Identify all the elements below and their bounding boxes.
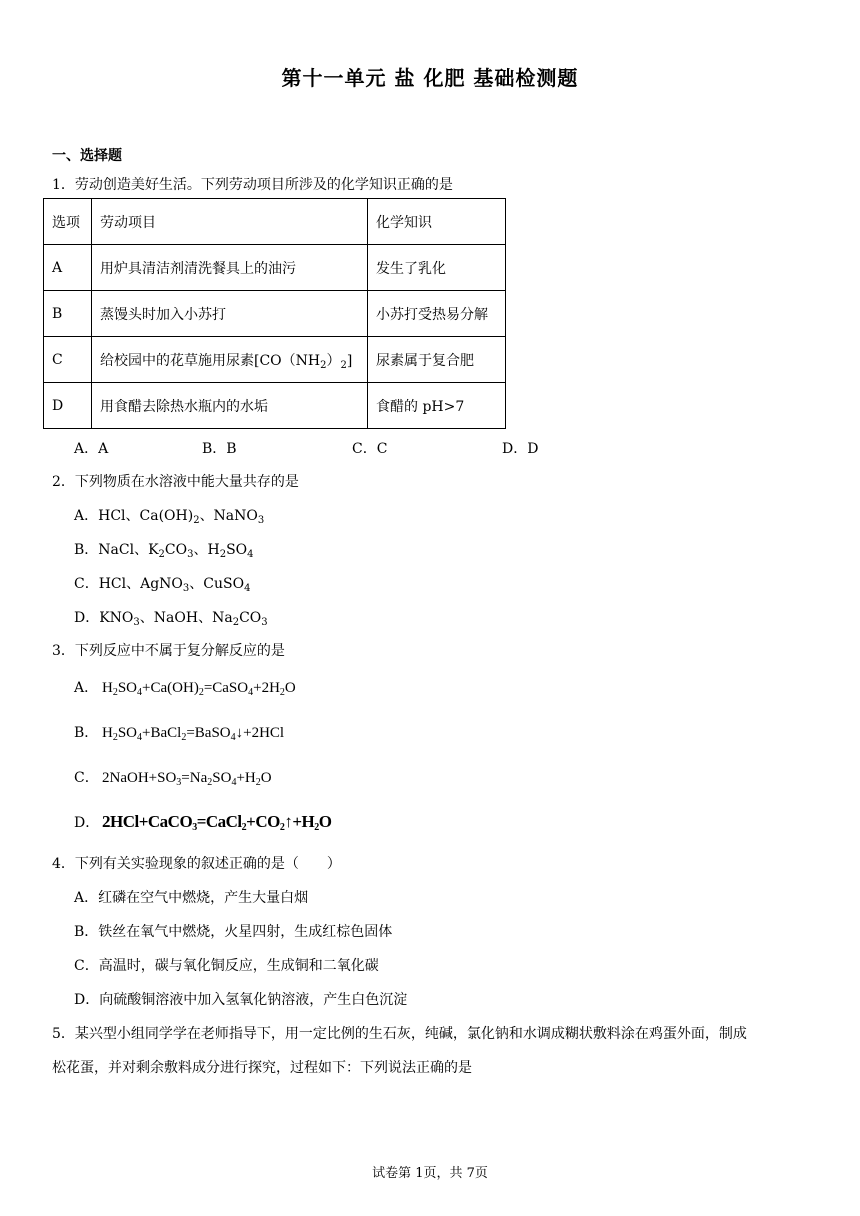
equation: $2NaOH+SO_3=Na_2SO_4+H_2O$ bbox=[102, 770, 272, 788]
section-heading: 一、选择题 bbox=[52, 148, 122, 164]
table-cell: 蒸馒头时加入小苏打 bbox=[92, 291, 368, 337]
table-cell: 食醋的 pH>7 bbox=[368, 383, 506, 429]
table-cell: B bbox=[44, 291, 92, 337]
question-5-stem-line-1: 5．某兴型小组同学学在老师指导下，用一定比例的生石灰，纯碱，氯化钠和水调成糊状敷料涂在鸡蛋外面，制成 bbox=[52, 1026, 747, 1042]
question-4-option-d: D．向硫酸铜溶液中加入氢氧化钠溶液，产生白色沉淀 bbox=[74, 992, 408, 1008]
table-cell: A bbox=[44, 245, 92, 291]
question-4-option-c: C．高温时，碳与氧化铜反应，生成铜和二氧化碳 bbox=[74, 958, 379, 974]
question-3-option-d bbox=[74, 812, 332, 832]
table-cell: D bbox=[44, 383, 92, 429]
table-cell: 小苏打受热易分解 bbox=[368, 291, 506, 337]
table-cell: 尿素属于复合肥 bbox=[368, 337, 506, 383]
question-1-table bbox=[43, 198, 506, 429]
question-4-option-a: A．红磷在空气中燃烧，产生大量白烟 bbox=[74, 890, 309, 906]
option-label: B． bbox=[74, 725, 99, 741]
question-2-option-c: C．HCl、AgNO$_3$、CuSO$_4$ bbox=[74, 576, 251, 594]
table-header-cell: 劳动项目 bbox=[92, 199, 368, 245]
table-row bbox=[44, 291, 506, 337]
question-3-option-c bbox=[74, 767, 272, 787]
question-4-option-b: B．铁丝在氧气中燃烧，火星四射，生成红棕色固体 bbox=[74, 924, 393, 940]
question-3-stem: 3．下列反应中不属于复分解反应的是 bbox=[52, 643, 285, 659]
question-1-option-c: C．C bbox=[352, 441, 388, 457]
question-5-stem-line-2: 松花蛋，并对剩余敷料成分进行探究，过程如下：下列说法正确的是 bbox=[52, 1060, 472, 1076]
table-cell: 用食醋去除热水瓶内的水垢 bbox=[92, 383, 368, 429]
table-cell: 用炉具清洁剂清洗餐具上的油污 bbox=[92, 245, 368, 291]
page-footer: 试卷第 1页，共 7页 bbox=[372, 1166, 488, 1181]
question-2-option-d: D．$KNO_3$、NaOH、$Na_2CO_3$ bbox=[74, 610, 268, 628]
question-3-option-a bbox=[74, 677, 296, 697]
option-label: C． bbox=[74, 770, 99, 786]
equation: $2HCl+CaCO_3=CaCl_2+CO_2↑+H_2O$ bbox=[102, 812, 332, 833]
page-title: 第十一单元 盐 化肥 基础检测题 bbox=[281, 66, 579, 90]
table-row bbox=[44, 245, 506, 291]
question-4-stem: 4．下列有关实验现象的叙述正确的是（ ） bbox=[52, 856, 341, 872]
question-1-option-b: B．B bbox=[202, 441, 237, 457]
table-cell: 发生了乳化 bbox=[368, 245, 506, 291]
question-1-option-d: D．D bbox=[502, 441, 539, 457]
question-2-stem: 2．下列物质在水溶液中能大量共存的是 bbox=[52, 474, 299, 490]
question-2-option-b: B．NaCl、$K_2CO_3$、$H_2SO_4$ bbox=[74, 542, 254, 560]
equation: $H_2SO_4+BaCl_2=BaSO_4↓+2HCl$ bbox=[102, 725, 285, 743]
question-1-stem: 1．劳动创造美好生活。下列劳动项目所涉及的化学知识正确的是 bbox=[52, 177, 453, 193]
question-2-option-a: A．HCl、$Ca(OH)_2$、NaNO$_3$ bbox=[74, 508, 265, 526]
question-3-option-b bbox=[74, 722, 284, 742]
table-cell: C bbox=[44, 337, 92, 383]
table-header-row bbox=[44, 199, 506, 245]
table-row bbox=[44, 337, 506, 383]
option-label: A． bbox=[74, 680, 99, 696]
table-header-cell: 化学知识 bbox=[368, 199, 506, 245]
equation: $H_2SO_4+Ca(OH)_2=CaSO_4+2H_2O$ bbox=[102, 680, 296, 698]
table-cell: 给校园中的花草施用尿素$[CO(NH_2)_2]$ bbox=[92, 337, 368, 383]
table-row bbox=[44, 383, 506, 429]
question-1-option-a: A．A bbox=[74, 441, 109, 457]
table-header-cell: 选项 bbox=[44, 199, 92, 245]
option-label: D． bbox=[74, 815, 100, 831]
